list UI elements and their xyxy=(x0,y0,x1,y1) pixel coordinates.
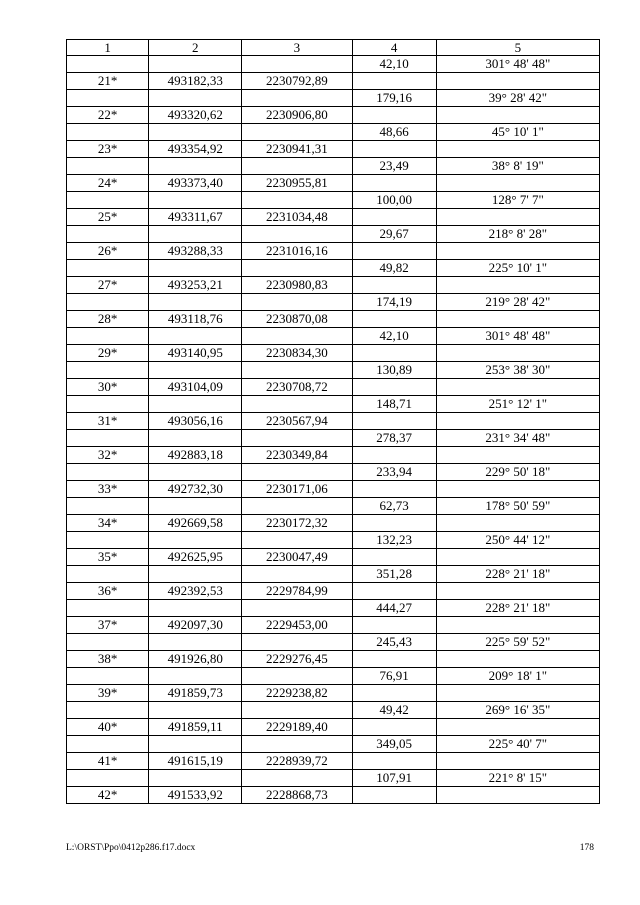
table-cell xyxy=(242,158,352,175)
table-cell: 491926,80 xyxy=(149,651,242,668)
table-cell: 179,16 xyxy=(352,90,436,107)
table-cell: 301° 48' 48" xyxy=(436,56,599,73)
table-cell: 35* xyxy=(67,549,149,566)
table-cell xyxy=(436,447,599,464)
table-cell: 2230834,30 xyxy=(242,345,352,362)
table-cell xyxy=(67,362,149,379)
table-row xyxy=(67,107,600,124)
table-cell: 107,91 xyxy=(352,770,436,787)
table-cell: 444,27 xyxy=(352,600,436,617)
table-cell xyxy=(242,192,352,209)
table-cell: 62,73 xyxy=(352,498,436,515)
table-cell: 492625,95 xyxy=(149,549,242,566)
table-cell: 28* xyxy=(67,311,149,328)
column-header: 5 xyxy=(436,40,599,56)
table-row xyxy=(67,583,600,600)
table-cell xyxy=(67,396,149,413)
table-cell: 493288,33 xyxy=(149,243,242,260)
table-cell xyxy=(352,753,436,770)
table-cell: 48,66 xyxy=(352,124,436,141)
table-row xyxy=(67,770,600,787)
table-cell xyxy=(352,311,436,328)
table-row xyxy=(67,260,600,277)
table-cell xyxy=(149,600,242,617)
table-cell xyxy=(149,90,242,107)
table-cell: 2230349,84 xyxy=(242,447,352,464)
table-row xyxy=(67,413,600,430)
table-cell: 42* xyxy=(67,787,149,804)
table-cell: 130,89 xyxy=(352,362,436,379)
table-cell: 148,71 xyxy=(352,396,436,413)
table-cell: 251° 12' 1" xyxy=(436,396,599,413)
table-row xyxy=(67,481,600,498)
table-cell: 219° 28' 42" xyxy=(436,294,599,311)
table-cell xyxy=(436,379,599,396)
table-cell xyxy=(67,56,149,73)
table-cell: 493140,95 xyxy=(149,345,242,362)
table-cell xyxy=(149,158,242,175)
table-cell: 209° 18' 1" xyxy=(436,668,599,685)
table-row xyxy=(67,56,600,73)
table-cell xyxy=(149,260,242,277)
table-cell: 253° 38' 30" xyxy=(436,362,599,379)
table-cell: 24* xyxy=(67,175,149,192)
table-cell xyxy=(242,566,352,583)
table-row xyxy=(67,226,600,243)
table-cell: 492883,18 xyxy=(149,447,242,464)
table-row xyxy=(67,600,600,617)
table-cell: 38° 8' 19" xyxy=(436,158,599,175)
table-row xyxy=(67,685,600,702)
table-cell xyxy=(352,345,436,362)
table-cell xyxy=(242,702,352,719)
table-cell: 278,37 xyxy=(352,430,436,447)
table-cell: 491533,92 xyxy=(149,787,242,804)
table-cell: 492392,53 xyxy=(149,583,242,600)
table-cell xyxy=(149,702,242,719)
column-header: 4 xyxy=(352,40,436,56)
table-cell: 229° 50' 18" xyxy=(436,464,599,481)
table-cell xyxy=(436,107,599,124)
table-cell xyxy=(242,668,352,685)
table-cell: 31* xyxy=(67,413,149,430)
table-row xyxy=(67,192,600,209)
table-cell: 228° 21' 18" xyxy=(436,566,599,583)
table-cell: 76,91 xyxy=(352,668,436,685)
table-cell: 2230708,72 xyxy=(242,379,352,396)
table-header-row xyxy=(67,40,600,56)
table-cell: 23,49 xyxy=(352,158,436,175)
table-cell: 39* xyxy=(67,685,149,702)
table-cell: 27* xyxy=(67,277,149,294)
table-cell: 33* xyxy=(67,481,149,498)
table-cell xyxy=(149,226,242,243)
table-cell: 492732,30 xyxy=(149,481,242,498)
table-cell: 228° 21' 18" xyxy=(436,600,599,617)
table-cell xyxy=(436,617,599,634)
table-cell xyxy=(242,56,352,73)
table-cell: 41* xyxy=(67,753,149,770)
table-cell: 32* xyxy=(67,447,149,464)
table-row xyxy=(67,124,600,141)
table-row xyxy=(67,277,600,294)
table-cell: 491859,73 xyxy=(149,685,242,702)
table-cell: 2230172,32 xyxy=(242,515,352,532)
table-cell xyxy=(242,600,352,617)
table-cell xyxy=(352,787,436,804)
table-cell xyxy=(436,719,599,736)
table-cell xyxy=(67,668,149,685)
table-cell xyxy=(352,141,436,158)
table-cell xyxy=(352,719,436,736)
table-cell: 225° 59' 52" xyxy=(436,634,599,651)
table-cell: 2231034,48 xyxy=(242,209,352,226)
table-cell: 45° 10' 1" xyxy=(436,124,599,141)
table-cell xyxy=(149,498,242,515)
table-cell xyxy=(352,685,436,702)
footer-file-path: L:\ORST\Ppo\0412p286.f17.docx xyxy=(66,843,196,853)
table-cell xyxy=(436,175,599,192)
table-cell: 38* xyxy=(67,651,149,668)
table-cell xyxy=(436,345,599,362)
table-cell: 225° 10' 1" xyxy=(436,260,599,277)
table-cell: 493118,76 xyxy=(149,311,242,328)
table-cell xyxy=(352,379,436,396)
table-cell: 23* xyxy=(67,141,149,158)
table-row xyxy=(67,430,600,447)
table-cell: 26* xyxy=(67,243,149,260)
table-cell xyxy=(436,141,599,158)
table-cell xyxy=(352,243,436,260)
table-row xyxy=(67,617,600,634)
table-cell: 34* xyxy=(67,515,149,532)
footer-page-number: 178 xyxy=(579,843,594,853)
table-cell: 269° 16' 35" xyxy=(436,702,599,719)
table-cell xyxy=(67,498,149,515)
table-cell xyxy=(436,549,599,566)
table-cell xyxy=(352,583,436,600)
table-cell: 351,28 xyxy=(352,566,436,583)
table-row xyxy=(67,634,600,651)
table-row xyxy=(67,90,600,107)
table-cell xyxy=(352,515,436,532)
table-cell xyxy=(67,464,149,481)
table-cell xyxy=(149,56,242,73)
table-cell: 2229189,40 xyxy=(242,719,352,736)
table-cell xyxy=(436,515,599,532)
table-cell xyxy=(67,158,149,175)
table-cell xyxy=(352,617,436,634)
table-cell: 2230792,89 xyxy=(242,73,352,90)
table-row xyxy=(67,566,600,583)
table-cell xyxy=(242,464,352,481)
table-cell xyxy=(242,532,352,549)
table-cell xyxy=(436,73,599,90)
table-cell xyxy=(242,90,352,107)
table-row xyxy=(67,396,600,413)
table-cell: 174,19 xyxy=(352,294,436,311)
table-cell xyxy=(67,90,149,107)
table-cell: 493354,92 xyxy=(149,141,242,158)
table-cell: 491615,19 xyxy=(149,753,242,770)
table-cell: 29,67 xyxy=(352,226,436,243)
table-cell xyxy=(352,413,436,430)
table-cell: 233,94 xyxy=(352,464,436,481)
table-cell xyxy=(352,175,436,192)
table-cell xyxy=(149,770,242,787)
table-cell xyxy=(67,430,149,447)
table-cell xyxy=(67,736,149,753)
table-cell: 493311,67 xyxy=(149,209,242,226)
table-cell: 493104,09 xyxy=(149,379,242,396)
table-row xyxy=(67,345,600,362)
table-cell xyxy=(149,634,242,651)
column-header: 1 xyxy=(67,40,149,56)
table-cell xyxy=(242,328,352,345)
table-cell xyxy=(352,73,436,90)
table-cell: 2230870,08 xyxy=(242,311,352,328)
table-cell xyxy=(352,549,436,566)
table-row xyxy=(67,515,600,532)
table-cell xyxy=(242,124,352,141)
table-cell: 493182,33 xyxy=(149,73,242,90)
table-cell: 2230171,06 xyxy=(242,481,352,498)
coordinates-table xyxy=(66,39,600,804)
table-cell: 22* xyxy=(67,107,149,124)
table-row xyxy=(67,447,600,464)
table-cell xyxy=(67,124,149,141)
table-cell: 2229276,45 xyxy=(242,651,352,668)
table-cell: 100,00 xyxy=(352,192,436,209)
table-row xyxy=(67,379,600,396)
table-row xyxy=(67,311,600,328)
table-cell: 493320,62 xyxy=(149,107,242,124)
table-cell xyxy=(149,124,242,141)
table-cell: 132,23 xyxy=(352,532,436,549)
table-cell: 178° 50' 59" xyxy=(436,498,599,515)
table-cell xyxy=(67,226,149,243)
table-cell xyxy=(242,226,352,243)
table-row xyxy=(67,158,600,175)
table-cell: 2230047,49 xyxy=(242,549,352,566)
table-cell xyxy=(242,498,352,515)
table-row xyxy=(67,736,600,753)
table-cell: 2229238,82 xyxy=(242,685,352,702)
table-row xyxy=(67,532,600,549)
table-cell xyxy=(67,702,149,719)
table-cell: 42,10 xyxy=(352,56,436,73)
table-cell xyxy=(67,634,149,651)
table-cell xyxy=(67,600,149,617)
table-cell xyxy=(436,583,599,600)
table-cell xyxy=(67,566,149,583)
table-cell: 39° 28' 42" xyxy=(436,90,599,107)
table-cell: 492097,30 xyxy=(149,617,242,634)
table-row xyxy=(67,141,600,158)
table-cell: 245,43 xyxy=(352,634,436,651)
table-cell: 218° 8' 28" xyxy=(436,226,599,243)
column-header: 2 xyxy=(149,40,242,56)
table-cell: 49,82 xyxy=(352,260,436,277)
table-cell: 2230906,80 xyxy=(242,107,352,124)
table-cell xyxy=(149,430,242,447)
table-cell xyxy=(242,362,352,379)
table-cell xyxy=(149,192,242,209)
table-row xyxy=(67,243,600,260)
table-row xyxy=(67,719,600,736)
table-cell xyxy=(67,294,149,311)
table-cell: 2230567,94 xyxy=(242,413,352,430)
table-cell: 301° 48' 48" xyxy=(436,328,599,345)
table-cell xyxy=(436,209,599,226)
table-cell: 2231016,16 xyxy=(242,243,352,260)
table-cell: 2230941,31 xyxy=(242,141,352,158)
table-cell xyxy=(149,668,242,685)
table-cell xyxy=(67,532,149,549)
table-row xyxy=(67,328,600,345)
table-cell xyxy=(149,566,242,583)
table-row xyxy=(67,753,600,770)
table-cell xyxy=(242,260,352,277)
table-cell: 2228868,73 xyxy=(242,787,352,804)
table-row xyxy=(67,549,600,566)
table-cell: 128° 7' 7" xyxy=(436,192,599,209)
table-cell: 349,05 xyxy=(352,736,436,753)
table-cell xyxy=(436,413,599,430)
table-cell: 2230980,83 xyxy=(242,277,352,294)
table-cell xyxy=(352,481,436,498)
table-cell xyxy=(436,787,599,804)
table-row xyxy=(67,294,600,311)
table-cell xyxy=(242,294,352,311)
table-cell: 491859,11 xyxy=(149,719,242,736)
table-cell xyxy=(436,651,599,668)
table-cell xyxy=(149,532,242,549)
table-cell: 492669,58 xyxy=(149,515,242,532)
table-cell: 2228939,72 xyxy=(242,753,352,770)
table-row xyxy=(67,702,600,719)
table-row xyxy=(67,651,600,668)
table-cell: 2229784,99 xyxy=(242,583,352,600)
table-cell xyxy=(67,260,149,277)
table-cell xyxy=(352,447,436,464)
table-cell xyxy=(242,396,352,413)
table-cell: 493253,21 xyxy=(149,277,242,294)
table-cell: 29* xyxy=(67,345,149,362)
table-cell xyxy=(149,464,242,481)
table-cell xyxy=(149,362,242,379)
table-cell: 21* xyxy=(67,73,149,90)
table-cell: 250° 44' 12" xyxy=(436,532,599,549)
table-cell xyxy=(436,243,599,260)
table-cell xyxy=(352,107,436,124)
table-row xyxy=(67,175,600,192)
table-cell xyxy=(242,430,352,447)
table-cell xyxy=(67,192,149,209)
table-cell xyxy=(242,736,352,753)
table-cell: 493373,40 xyxy=(149,175,242,192)
table-row xyxy=(67,209,600,226)
table-cell: 225° 40' 7" xyxy=(436,736,599,753)
table-cell: 37* xyxy=(67,617,149,634)
table-cell xyxy=(436,753,599,770)
table-row xyxy=(67,73,600,90)
table-cell xyxy=(242,770,352,787)
table-cell: 42,10 xyxy=(352,328,436,345)
table-cell: 25* xyxy=(67,209,149,226)
table-cell xyxy=(149,328,242,345)
table-cell: 2229453,00 xyxy=(242,617,352,634)
table-cell xyxy=(436,277,599,294)
table-cell: 231° 34' 48" xyxy=(436,430,599,447)
table-cell: 36* xyxy=(67,583,149,600)
table-cell xyxy=(242,634,352,651)
table-cell: 221° 8' 15" xyxy=(436,770,599,787)
table-row xyxy=(67,668,600,685)
table-cell: 493056,16 xyxy=(149,413,242,430)
column-header: 3 xyxy=(242,40,352,56)
table-cell xyxy=(436,481,599,498)
table-cell xyxy=(352,209,436,226)
table-cell: 2230955,81 xyxy=(242,175,352,192)
table-row xyxy=(67,362,600,379)
table-cell xyxy=(352,277,436,294)
table-row xyxy=(67,787,600,804)
table-row xyxy=(67,498,600,515)
table-cell xyxy=(149,294,242,311)
table-cell xyxy=(67,770,149,787)
table-cell: 40* xyxy=(67,719,149,736)
table-row xyxy=(67,464,600,481)
table-cell xyxy=(352,651,436,668)
table-cell: 30* xyxy=(67,379,149,396)
table-cell xyxy=(149,736,242,753)
table-body xyxy=(67,56,600,804)
table-cell xyxy=(67,328,149,345)
table-cell xyxy=(436,311,599,328)
table-cell xyxy=(436,685,599,702)
table-cell xyxy=(149,396,242,413)
table-cell: 49,42 xyxy=(352,702,436,719)
